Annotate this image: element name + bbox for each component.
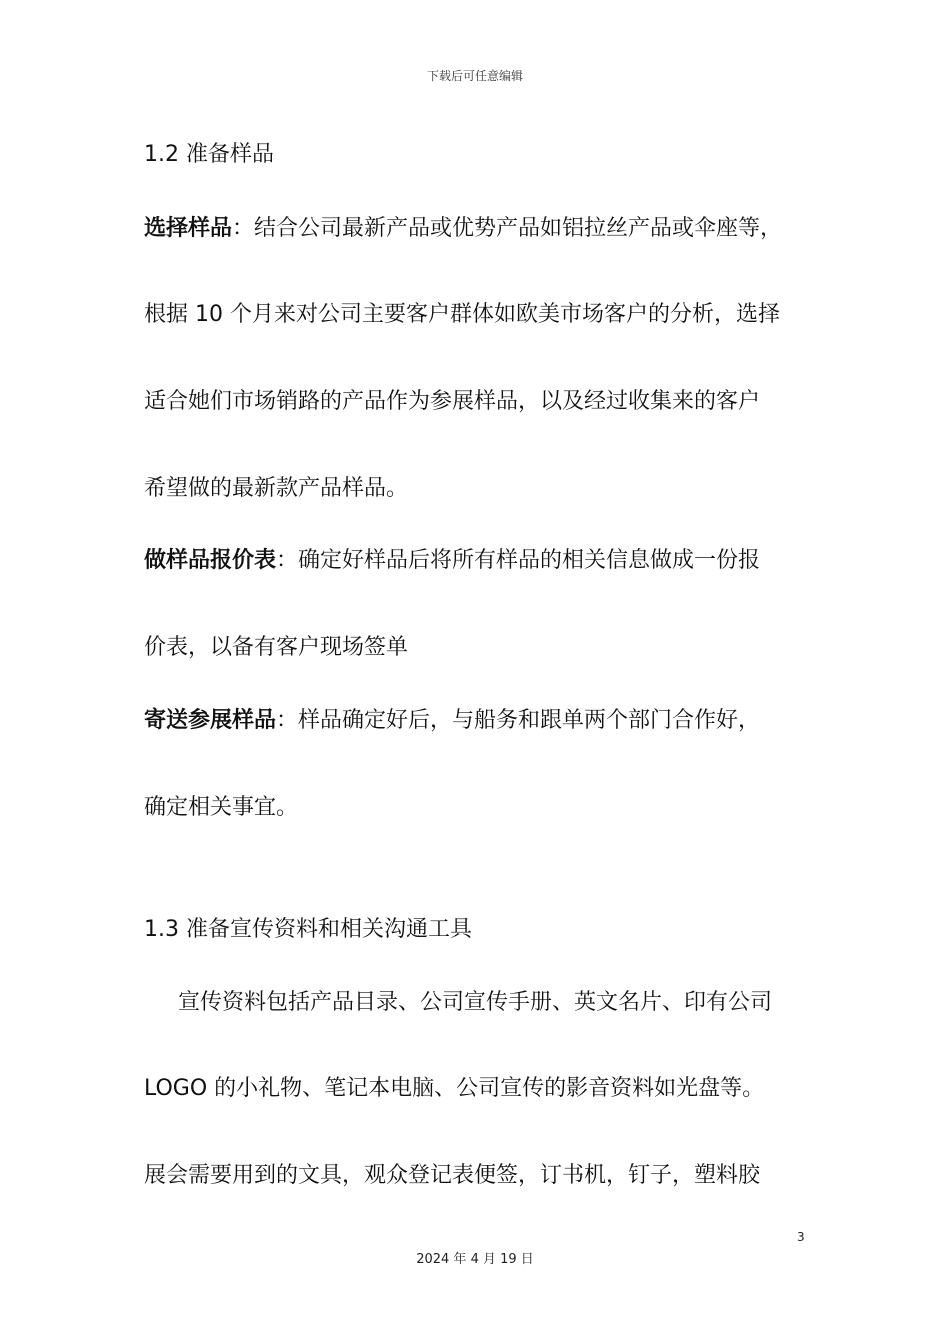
paragraph-select-samples-line-4: 希望做的最新款产品样品。 <box>144 476 409 501</box>
paragraph-select-samples-line-1 <box>144 211 782 242</box>
page-header-note: 下载后可任意编辑 <box>426 69 523 83</box>
text-quote-sheet: ：确定好样品后将所有样品的相关信息做成一份报 <box>276 548 761 573</box>
paragraph-quote-sheet-line-2: 价表，以备有客户现场签单 <box>144 635 409 660</box>
text-select-samples: ：结合公司最新产品或优势产品如铝拉丝产品或伞座等， <box>232 216 783 241</box>
label-quote-sheet: 做样品报价表 <box>144 548 277 573</box>
section-heading-1-2: 1.2 准备样品 <box>144 142 274 167</box>
page-number: 3 <box>797 1230 805 1244</box>
paragraph-promo-line-3: 展会需要用到的文具，观众登记表便签，订书机，钉子，塑料胶 <box>144 1163 761 1188</box>
paragraph-select-samples-line-2: 根据 10 个月来对公司主要客户群体如欧美市场客户的分析，选择 <box>144 302 780 327</box>
label-select-samples: 选择样品 <box>144 216 233 241</box>
label-ship-samples: 寄送参展样品 <box>144 708 277 733</box>
footer-date: 2024 年 4 月 19 日 <box>416 1252 534 1267</box>
paragraph-quote-sheet-line-1 <box>144 543 760 574</box>
paragraph-ship-samples-line-2: 确定相关事宜。 <box>144 795 299 820</box>
paragraph-select-samples-line-3: 适合她们市场销路的产品作为参展样品，以及经过收集来的客户 <box>144 389 761 414</box>
paragraph-promo-line-2: LOGO 的小礼物、笔记本电脑、公司宣传的影音资料如光盘等。 <box>144 1076 765 1101</box>
section-heading-1-3: 1.3 准备宣传资料和相关沟通工具 <box>144 917 472 942</box>
paragraph-promo-line-1: 宣传资料包括产品目录、公司宣传手册、英文名片、印有公司 <box>178 990 773 1015</box>
text-ship-samples: ：样品确定好后，与船务和跟单两个部门合作好， <box>276 708 761 733</box>
paragraph-ship-samples-line-1 <box>144 703 760 734</box>
